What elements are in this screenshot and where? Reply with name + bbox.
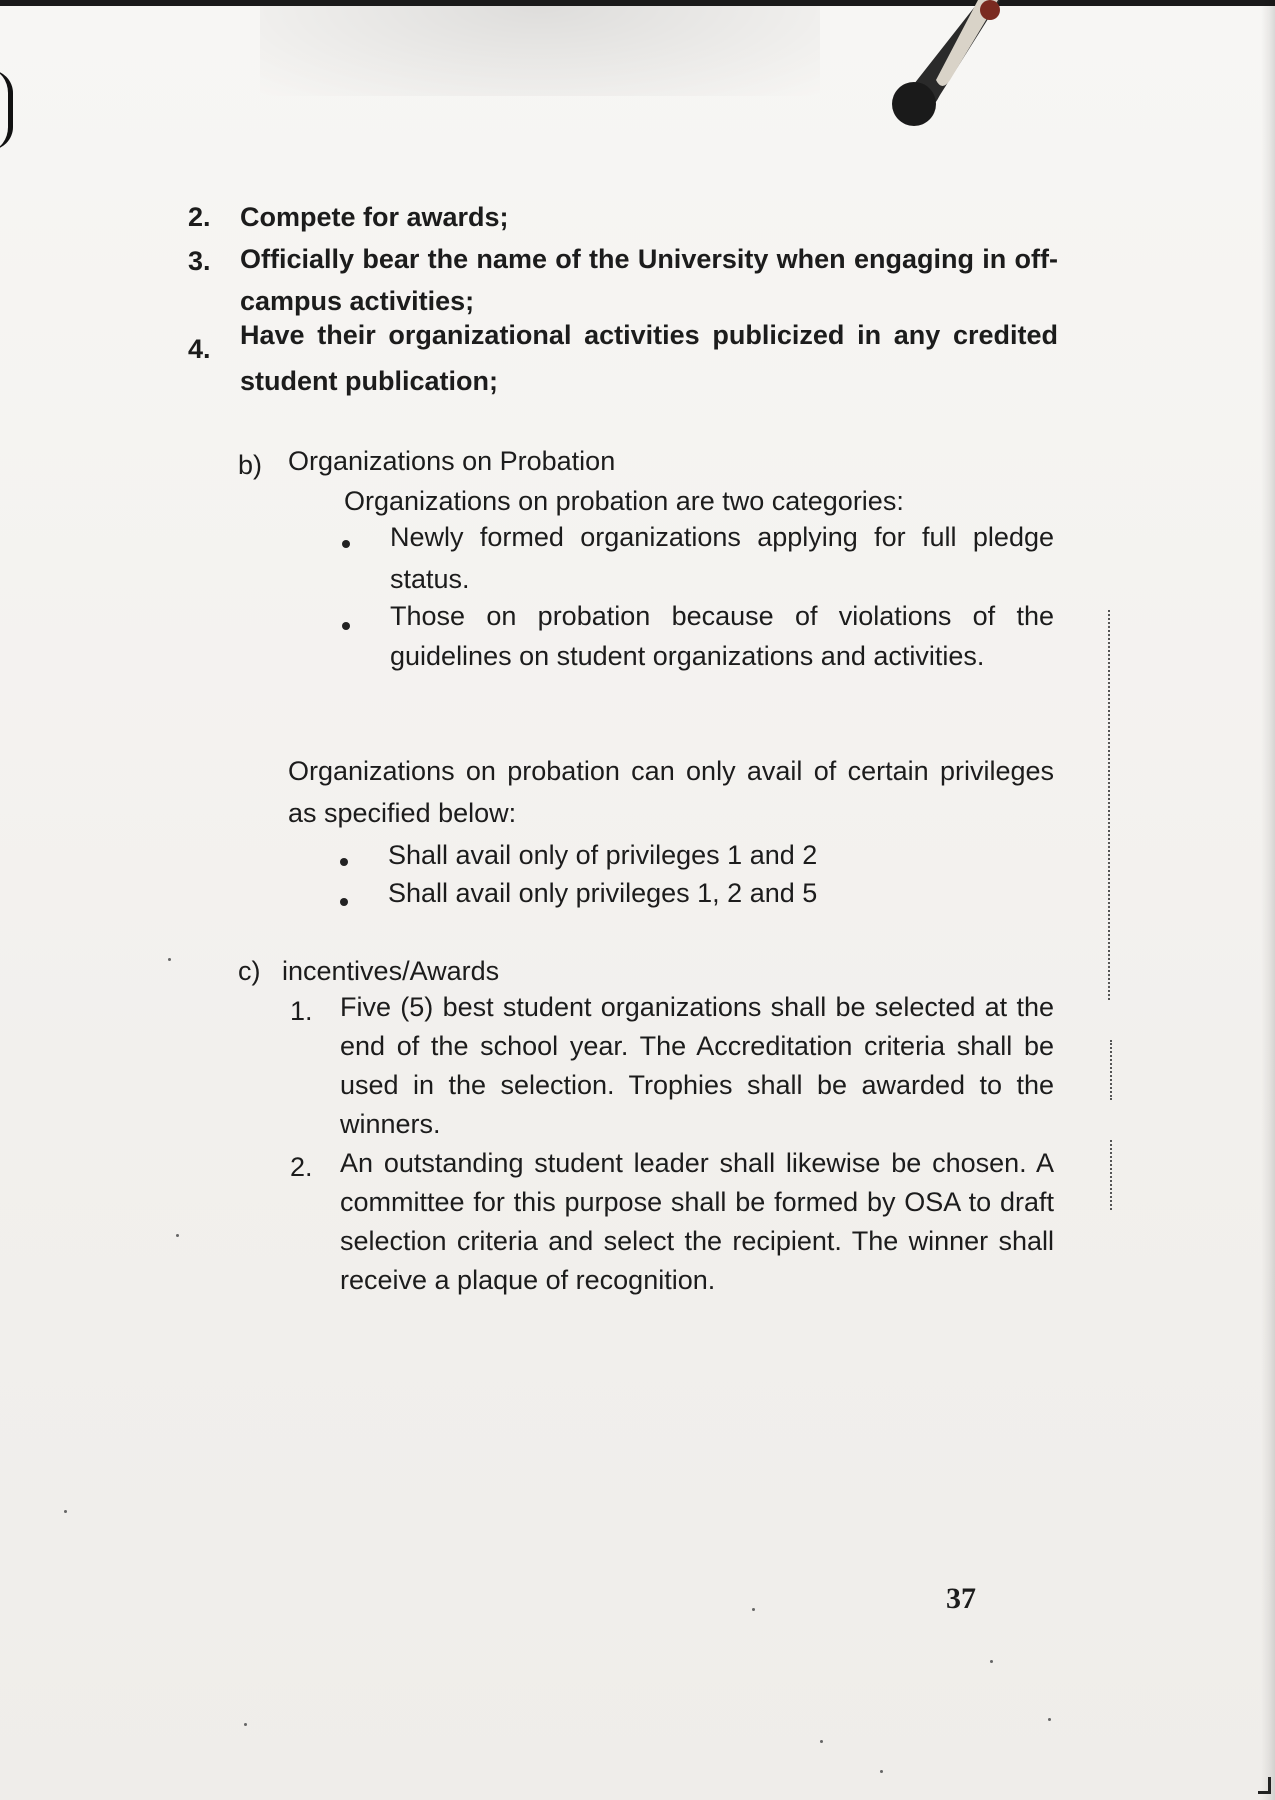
privilege-number: 3. — [188, 246, 211, 276]
scan-speck — [880, 1770, 883, 1773]
category-text: Newly formed organizations applying for full pledge status. — [390, 522, 1054, 594]
scan-speck — [64, 1510, 67, 1513]
award-number: 1. — [290, 996, 313, 1026]
binding-mark — [0, 70, 13, 150]
binder-clip-icon — [880, 0, 1040, 150]
award-number: 2. — [290, 1152, 313, 1182]
page-right-edge — [1261, 0, 1275, 1800]
limited-privilege: Shall avail only of privileges 1 and 2 — [388, 840, 818, 870]
privilege-text: Officially bear the name of the University when engaging in off-campus activities; — [240, 244, 1058, 316]
scan-margin-line — [1110, 1040, 1115, 1100]
scan-speck — [244, 1723, 247, 1726]
section-heading: incentives/Awards — [282, 956, 500, 986]
scan-margin-line — [1108, 610, 1113, 1000]
section-intro: Organizations on probation are two categories: — [344, 486, 904, 516]
corner-mark — [1258, 1777, 1271, 1794]
award-text: An outstanding student leader shall likewise be chosen. A committee for this purpose shall be formed by OSA to draft selection criteria and select the recipient. The winner shall receive a plaque of recognition. — [340, 1148, 1054, 1295]
limited-privilege: Shall avail only privileges 1, 2 and 5 — [388, 878, 818, 908]
section-label: c) — [238, 956, 261, 986]
privilege-number: 4. — [188, 334, 211, 364]
page-number: 37 — [946, 1582, 976, 1615]
privilege-number: 2. — [188, 202, 211, 232]
privilege-text: Compete for awards; — [240, 202, 509, 232]
scan-speck — [752, 1608, 755, 1611]
bullet-icon — [342, 622, 350, 630]
scan-speck — [820, 1740, 823, 1743]
scan-speck — [168, 958, 171, 961]
scan-speck — [1048, 1718, 1051, 1721]
page-shadow — [260, 6, 820, 96]
scan-speck — [176, 1234, 179, 1237]
bullet-icon — [340, 898, 348, 906]
scan-speck — [990, 1660, 993, 1663]
scan-margin-line — [1110, 1140, 1115, 1210]
section-label: b) — [238, 450, 263, 480]
award-text: Five (5) best student organizations shall be selected at the end of the school year. The Accreditation criteria shall be used in the selection. Trophies shall be awarded to the winners. — [340, 992, 1054, 1139]
category-text: Those on probation because of violations of the guidelines on student organizations and activities. — [390, 601, 1054, 671]
bullet-icon — [340, 858, 348, 866]
privilege-text: Have their organizational activities publicized in any credited student publication; — [240, 320, 1058, 396]
bullet-icon — [342, 540, 350, 548]
section-heading: Organizations on Probation — [288, 446, 616, 476]
privileges-intro: Organizations on probation can only avail of certain privileges as specified below: — [288, 756, 1054, 828]
